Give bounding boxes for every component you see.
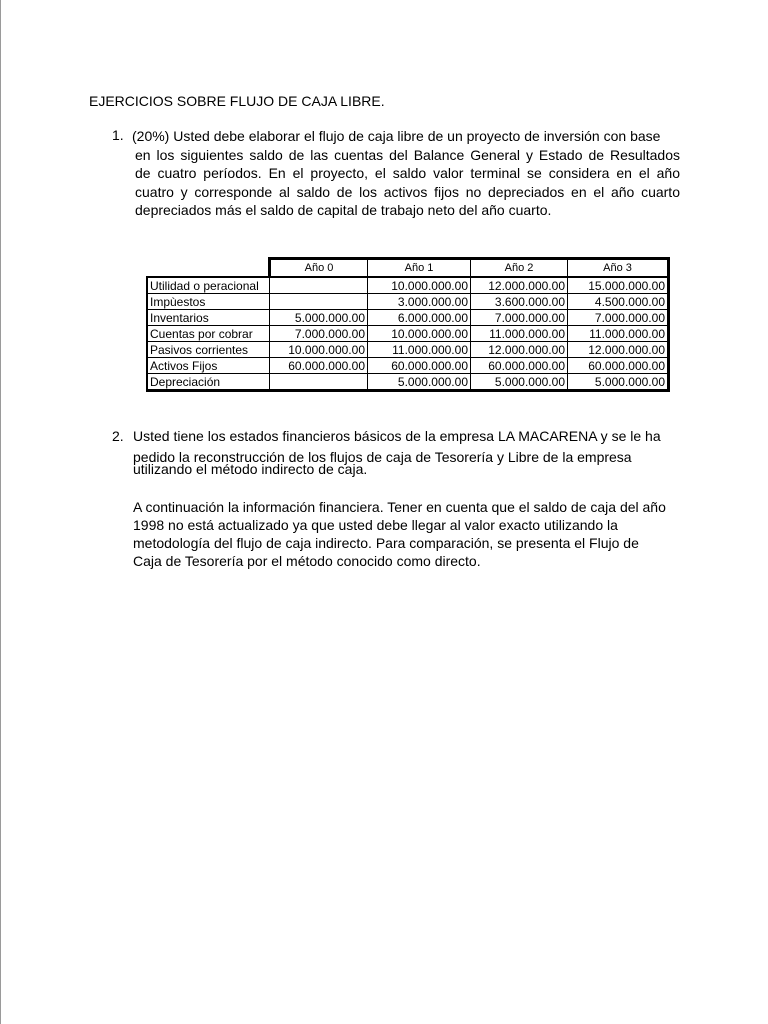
exercise-2-line: utilizando el método indirecto de caja. <box>133 461 368 477</box>
table-cell: 11.000.000.00 <box>471 326 568 342</box>
table-cell: 12.000.000.00 <box>471 342 568 358</box>
exercise-2-paragraph <box>133 498 666 570</box>
table-cell: 11.000.000.00 <box>568 326 669 342</box>
table-cell: 12.000.000.00 <box>568 342 669 358</box>
table-cell: 60.000.000.00 <box>368 358 471 374</box>
table-header-year: Año 2 <box>471 259 568 278</box>
table-row <box>147 342 669 358</box>
table-cell: 3.600.000.00 <box>471 294 568 310</box>
table-cell: 10.000.000.00 <box>368 326 471 342</box>
exercise-2-line: pedido la reconstrucción de los flujos de caja de Tesorería y Libre de la empresa <box>133 449 632 465</box>
table-cell: 7.000.000.00 <box>471 310 568 326</box>
table-cell: 5.000.000.00 <box>568 374 669 391</box>
document-title: EJERCICIOS SOBRE FLUJO DE CAJA LIBRE. <box>89 93 385 109</box>
table-cell: 4.500.000.00 <box>568 294 669 310</box>
table-header-year: Año 1 <box>368 259 471 278</box>
paragraph-line: Caja de Tesorería por el método conocido como directo. <box>133 553 481 569</box>
exercise-1-line: de cuatro períodos. En el proyecto, el saldo valor terminal se considera en el año <box>135 165 680 181</box>
row-label: Depreciación <box>147 374 270 391</box>
exercise-1-text <box>132 127 680 220</box>
table-cell: 5.000.000.00 <box>368 374 471 391</box>
table-row <box>147 326 669 342</box>
row-label: Cuentas por cobrar <box>147 326 270 342</box>
row-label: Impùestos <box>147 294 270 310</box>
exercise-2-number: 2. <box>112 428 124 444</box>
row-label: Activos Fijos <box>147 358 270 374</box>
row-label: Pasivos corrientes <box>147 342 270 358</box>
table-cell: 11.000.000.00 <box>368 342 471 358</box>
table-cell: 5.000.000.00 <box>471 374 568 391</box>
table-cell: 10.000.000.00 <box>270 342 368 358</box>
table-cell: 60.000.000.00 <box>568 358 669 374</box>
paragraph-line: A continuación la información financiera. Tener en cuenta que el saldo de caja del año <box>133 499 666 515</box>
exercise-2-line: Usted tiene los estados financieros básicos de la empresa LA MACARENA y se le ha <box>133 428 661 444</box>
table-row <box>147 310 669 326</box>
table-cell: 7.000.000.00 <box>270 326 368 342</box>
table-cell: 12.000.000.00 <box>471 277 568 294</box>
balance-table <box>146 257 670 392</box>
page-edge <box>0 0 1 1024</box>
table-header-year: Año 3 <box>568 259 669 278</box>
table-cell <box>270 374 368 391</box>
exercise-1-line: (20%) Usted debe elaborar el flujo de caja libre de un proyecto de inversión con base <box>132 128 661 144</box>
table-cell: 7.000.000.00 <box>568 310 669 326</box>
exercise-1-line: depreciados más el saldo de capital de trabajo neto del año cuarto. <box>135 202 552 218</box>
table-cell: 60.000.000.00 <box>471 358 568 374</box>
row-label: Utilidad o peracional <box>147 277 270 294</box>
paragraph-line: 1998 no está actualizado ya que usted debe llegar al valor exacto utilizando la <box>133 517 618 533</box>
table-cell: 3.000.000.00 <box>368 294 471 310</box>
table-cell <box>270 294 368 310</box>
table-cell: 60.000.000.00 <box>270 358 368 374</box>
row-label: Inventarios <box>147 310 270 326</box>
table-row <box>147 277 669 294</box>
exercise-1-number: 1. <box>112 127 124 143</box>
table-header-blank <box>147 259 270 278</box>
table-cell <box>270 277 368 294</box>
table-cell: 15.000.000.00 <box>568 277 669 294</box>
table-cell: 5.000.000.00 <box>270 310 368 326</box>
exercise-1-line: en los siguientes saldo de las cuentas del Balance General y Estado de Resultados <box>135 146 680 163</box>
table-row <box>147 374 669 391</box>
table-cell: 6.000.000.00 <box>368 310 471 326</box>
table-header-year: Año 0 <box>270 259 368 278</box>
exercise-1-line: cuatro y corresponde al saldo de los activos fijos no depreciados en el año cuarto <box>135 183 680 200</box>
table-cell: 10.000.000.00 <box>368 277 471 294</box>
table-header-row <box>147 259 669 278</box>
balance-table-container <box>146 257 670 392</box>
paragraph-line: metodología del flujo de caja indirecto. Para comparación, se presenta el Flujo de <box>133 535 639 551</box>
table-row <box>147 358 669 374</box>
table-row <box>147 294 669 310</box>
